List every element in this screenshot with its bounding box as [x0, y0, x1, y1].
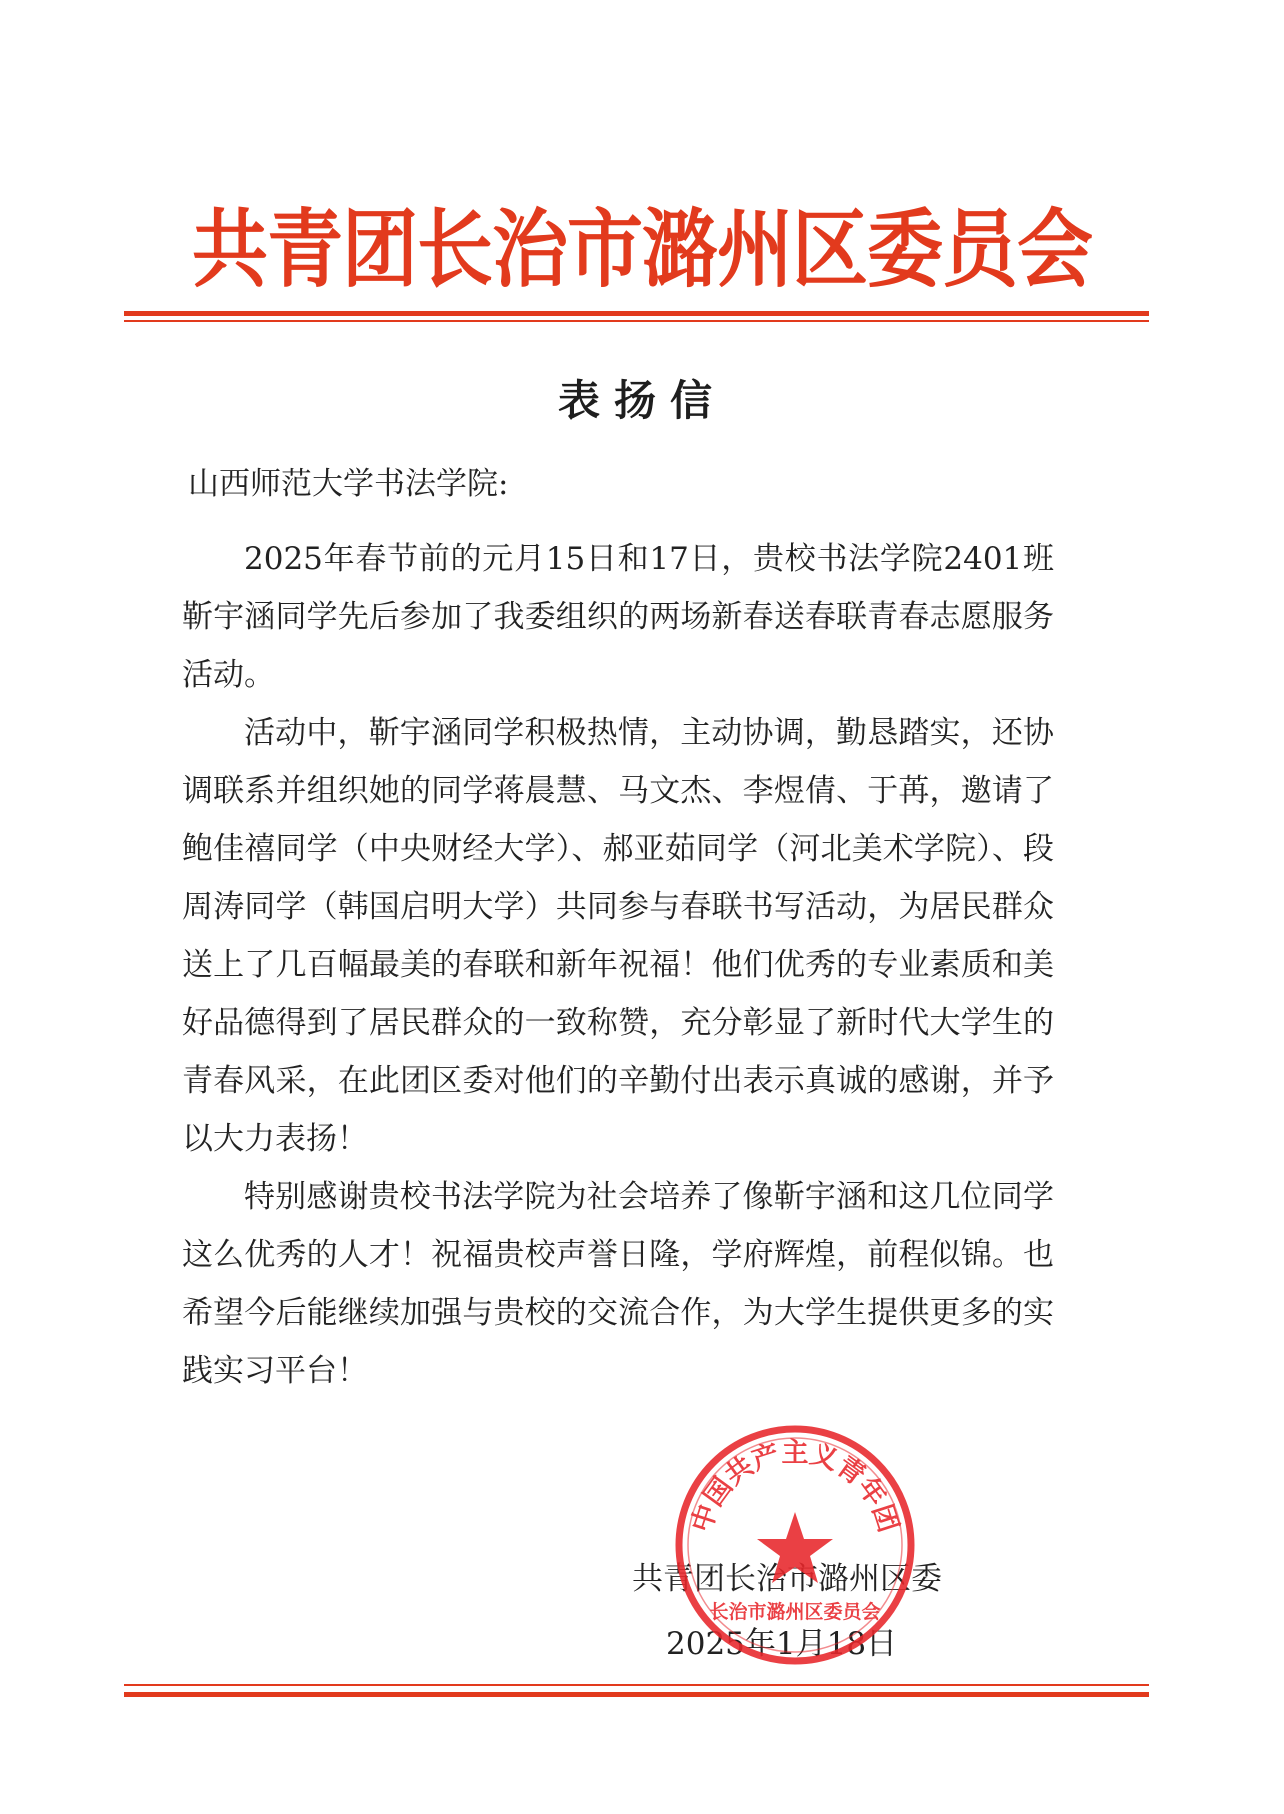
letterhead-rule-thin: [124, 320, 1149, 322]
signature-org: 共青团长治市潞州区委: [632, 1561, 942, 1597]
official-seal: [670, 1420, 920, 1670]
paragraph-1: 2025年春节前的元月15日和17日，贵校书法学院2401班靳宇涵同学先后参加了我委组织的两场新春送春联青春志愿服务活动。: [182, 541, 1054, 693]
footer-rule-thick: [124, 1692, 1149, 1697]
letter-body: [182, 530, 1054, 1400]
letterhead-rule-thick: [124, 311, 1149, 316]
signature-date: 2025年1月18日: [666, 1626, 898, 1662]
paragraph-3: 特别感谢贵校书法学院为社会培养了像靳宇涵和这几位同学这么优秀的人才！祝福贵校声誉日隆，学府辉煌，前程似锦。也希望今后能继续加强与贵校的交流合作，为大学生提供更多的实践实习平台！: [182, 1179, 1054, 1389]
salutation: 山西师范大学书法学院:: [188, 466, 509, 502]
letterhead-org-name: 共青团长治市潞州区委员会: [192, 199, 1092, 300]
document-title: 表扬信: [557, 376, 726, 425]
seal-outer-text: 中国共产主义青年团: [686, 1437, 904, 1536]
star-icon: [757, 1512, 833, 1583]
footer-rule-thin: [124, 1684, 1149, 1686]
paragraph-2: 活动中，靳宇涵同学积极热情，主动协调，勤恳踏实，还协调联系并组织她的同学蒋晨慧、马文杰、李煜倩、于苒，邀请了鲍佳禧同学（中央财经大学）、郝亚茹同学（河北美术学院）、段周涛同学（韩国启明大学）共同参与春联书写活动，为居民群众送上了几百幅最美的春联和新年祝福！他们优秀的专业素质和美好品德得到了居民群众的一致称赞，充分彰显了新时代大学生的青春风采，在此团区委对他们的辛勤付出表示真诚的感谢，并予以大力表扬！: [182, 715, 1054, 1157]
seal-inner-text: 长治市潞州区委员会: [709, 1601, 881, 1623]
